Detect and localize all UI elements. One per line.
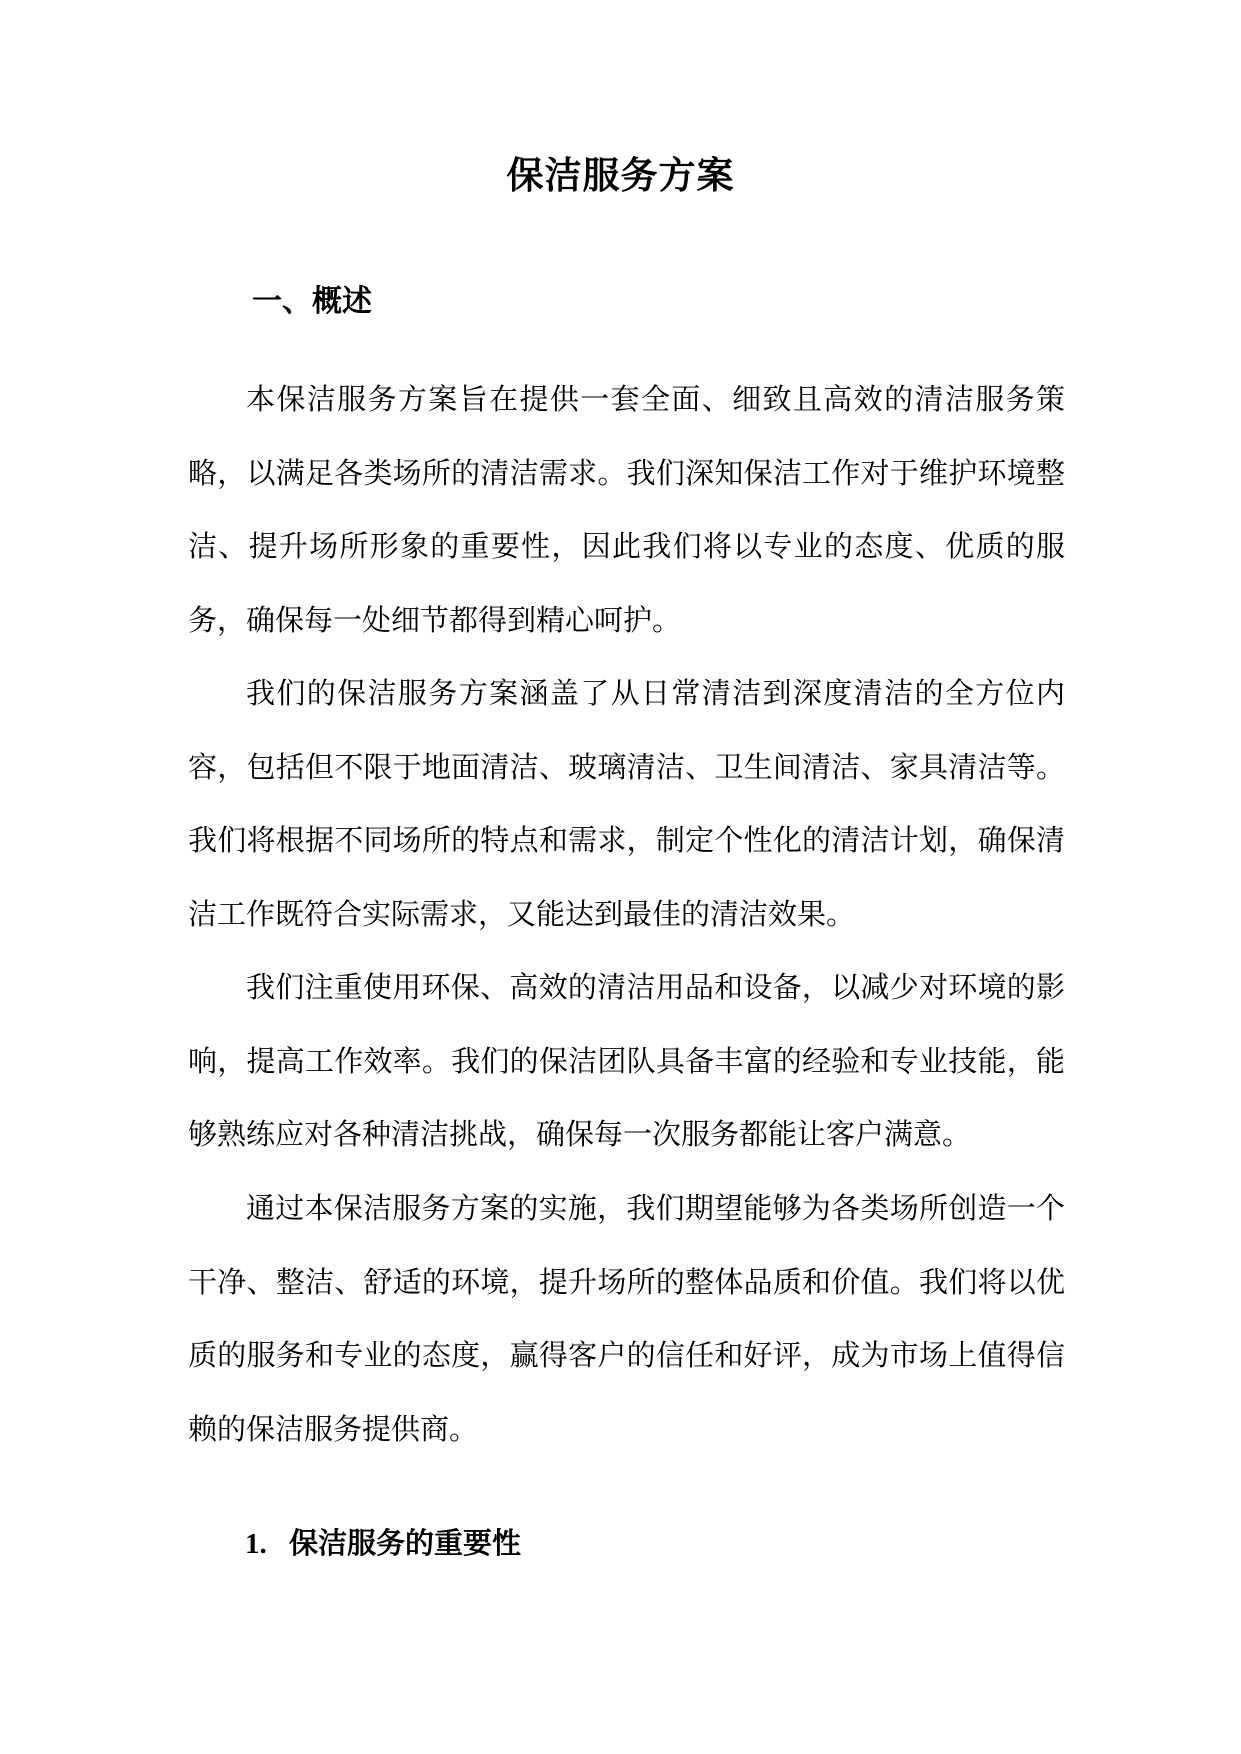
subheading-text: 保洁服务的重要性	[289, 1526, 522, 1560]
document-title: 保洁服务方案	[506, 153, 735, 197]
subheading-number: 1.	[245, 1528, 267, 1560]
body-paragraph: 本保洁服务方案旨在提供一套全面、细致且高效的清洁服务策略，以满足各类场所的清洁需求。我们深知保洁工作对于维护环境整洁、提升场所形象的重要性，因此我们将以专业的态度、优质的服务，确保每一处细节都得到精心呵护。	[188, 382, 1065, 637]
body-paragraph: 我们注重使用环保、高效的清洁用品和设备，以减少对环境的影响，提高工作效率。我们的保洁团队具备丰富的经验和专业技能，能够熟练应对各种清洁挑战，确保每一次服务都能让客户满意。	[188, 970, 1065, 1151]
subheading	[245, 1521, 521, 1566]
body-paragraph: 我们的保洁服务方案涵盖了从日常清洁到深度清洁的全方位内容，包括但不限于地面清洁、玻璃清洁、卫生间清洁、家具清洁等。我们将根据不同场所的特点和需求，制定个性化的清洁计划，确保清洁工作既符合实际需求，又能达到最佳的清洁效果。	[188, 676, 1065, 931]
body-paragraph: 通过本保洁服务方案的实施，我们期望能够为各类场所创造一个干净、整洁、舒适的环境，提升场所的整体品质和价值。我们将以优质的服务和专业的态度，赢得客户的信任和好评，成为市场上值得信赖的保洁服务提供商。	[188, 1191, 1065, 1446]
section-heading-overview: 一、概述	[252, 284, 372, 319]
